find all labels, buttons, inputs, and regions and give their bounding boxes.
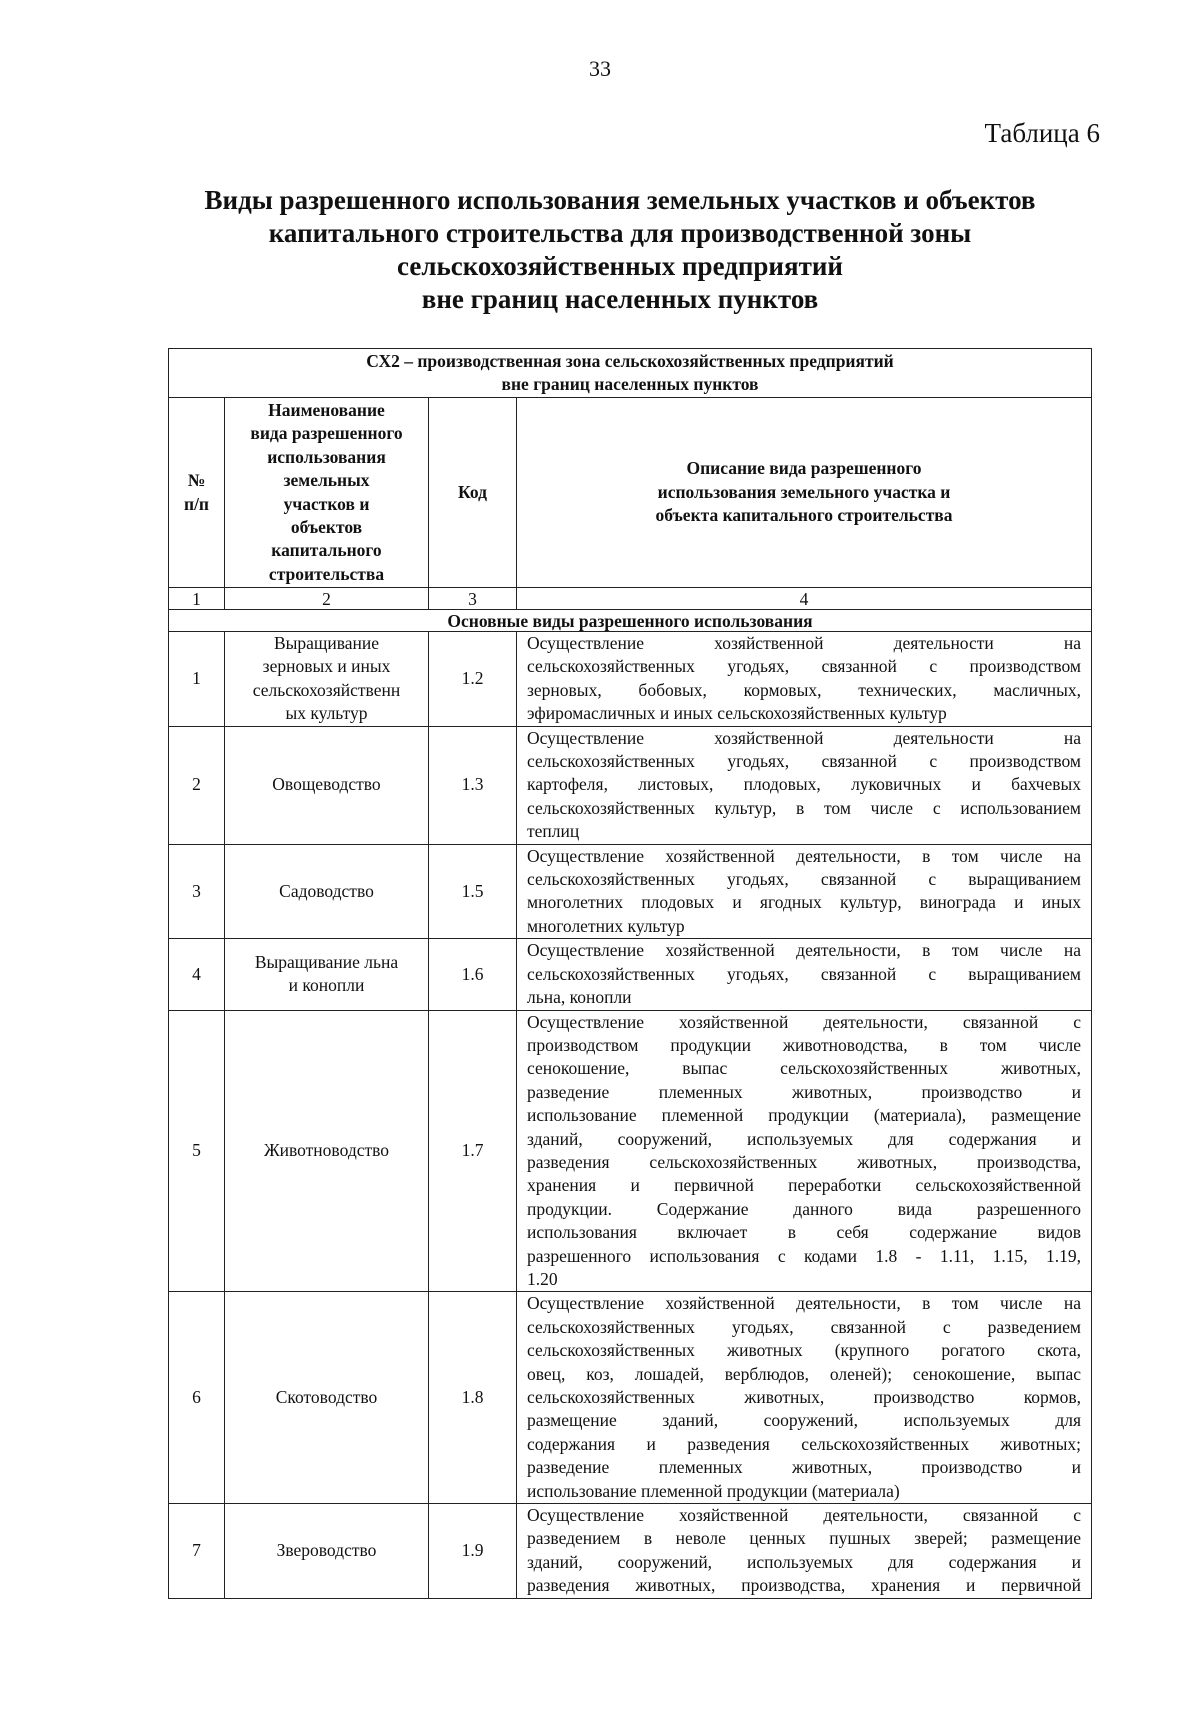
header-name <box>225 398 429 588</box>
use-type-name <box>225 1292 429 1504</box>
table-row <box>169 844 1092 939</box>
description-line: многолетних плодовых и ягодных культур, винограда и иных <box>527 892 1082 913</box>
table-row <box>169 1292 1092 1504</box>
description-line: эфиромасличных и иных сельскохозяйственных культур <box>527 703 947 724</box>
description-line: Осуществление хозяйственной деятельности, в том числе на <box>527 845 1082 866</box>
row-number: 1 <box>169 632 225 727</box>
use-type-name <box>225 1010 429 1292</box>
header-desc-line: использования земельного участка и <box>657 481 951 502</box>
title-line: Виды разрешенного использования земельных участков и объектов <box>204 185 1036 215</box>
row-number: 5 <box>169 1010 225 1292</box>
header-name-line: капитального <box>271 540 382 561</box>
description-line: разведение племенных животных, производство и <box>527 1457 1082 1478</box>
row-number: 6 <box>169 1292 225 1504</box>
description-line: сельскохозяйственных угодьях, связанной с выращиванием <box>527 963 1082 984</box>
header-name-line: использования <box>267 446 386 467</box>
use-type-code: 1.7 <box>429 1010 517 1292</box>
column-header-row <box>169 398 1092 588</box>
table-row <box>169 1010 1092 1292</box>
description-line: содержания и разведения сельскохозяйственных животных; <box>527 1433 1082 1454</box>
row-number: 2 <box>169 726 225 844</box>
table-row <box>169 726 1092 844</box>
use-type-description <box>517 939 1092 1010</box>
header-desc-line: Описание вида разрешенного <box>686 458 922 479</box>
table-row <box>169 1504 1092 1599</box>
use-type-name <box>225 844 429 939</box>
header-num-line: п/п <box>183 493 210 514</box>
use-type-description <box>517 1292 1092 1504</box>
header-name-line: участков и <box>283 493 370 514</box>
description-line: разведения животных, производства, хранения и первичной <box>527 1575 1082 1596</box>
description-line: производством продукции животноводства, в том числе <box>527 1034 1082 1055</box>
use-type-code: 1.9 <box>429 1504 517 1599</box>
description-line: использование племенной продукции (материала) <box>527 1480 900 1501</box>
row-number: 4 <box>169 939 225 1010</box>
use-type-description <box>517 844 1092 939</box>
column-number: 4 <box>517 588 1092 610</box>
description-line: Осуществление хозяйственной деятельности, связанной с <box>527 1011 1082 1032</box>
row-number: 7 <box>169 1504 225 1599</box>
description-line: Осуществление хозяйственной деятельности, связанной с <box>527 1505 1082 1526</box>
use-type-description <box>517 1504 1092 1599</box>
description-line: льна, конопли <box>527 987 632 1008</box>
description-line: Осуществление хозяйственной деятельности на <box>527 727 1082 748</box>
land-use-table <box>168 348 1092 1599</box>
description-line: использование племенной продукции (материала), размещение <box>527 1105 1082 1126</box>
use-type-description <box>517 726 1092 844</box>
title-line: вне границ населенных пунктов <box>421 284 819 314</box>
description-line: картофеля, листовых, плодовых, луковичных и бахчевых <box>527 774 1082 795</box>
use-type-code: 1.2 <box>429 632 517 727</box>
header-code: Код <box>429 398 517 588</box>
description-line: многолетних культур <box>527 915 685 936</box>
use-type-name-line: Овощеводство <box>272 774 381 795</box>
description-line: теплиц <box>527 821 580 842</box>
column-number-row <box>169 588 1092 610</box>
description-line: сельскохозяйственных животных (крупного рогатого скота, <box>527 1340 1082 1361</box>
header-name-line: объектов <box>290 516 363 537</box>
use-type-code: 1.5 <box>429 844 517 939</box>
description-line: зерновых, бобовых, кормовых, технических, масличных, <box>527 679 1082 700</box>
column-number: 2 <box>225 588 429 610</box>
description-line: сельскохозяйственных угодьях, связанной с производством <box>527 751 1082 772</box>
zone-header <box>169 349 1092 398</box>
use-type-name <box>225 726 429 844</box>
description-line: сельскохозяйственных угодьях, связанной с разведением <box>527 1316 1082 1337</box>
title-line: сельскохозяйственных предприятий <box>397 251 843 281</box>
use-type-name-line: Выращивание <box>273 633 380 653</box>
column-number: 1 <box>169 588 225 610</box>
use-type-name-line: ых культур <box>285 703 368 724</box>
description-line: Осуществление хозяйственной деятельности, в том числе на <box>527 1293 1082 1314</box>
description-line: зданий, сооружений, используемых для содержания и <box>527 1128 1082 1149</box>
use-type-code: 1.8 <box>429 1292 517 1504</box>
zone-header-line: СХ2 – производственная зона сельскохозяйственных предприятий <box>366 350 894 371</box>
table-row <box>169 632 1092 727</box>
description-line: Осуществление хозяйственной деятельности, в том числе на <box>527 940 1082 961</box>
description-line: Осуществление хозяйственной деятельности на <box>527 633 1082 653</box>
zone-header-row <box>169 349 1092 398</box>
description-line: разрешенного использования с кодами 1.8 - 1.11, 1.15, 1.19, <box>527 1245 1082 1266</box>
row-number: 3 <box>169 844 225 939</box>
use-type-name-line: зерновых и иных <box>262 656 391 677</box>
description-line: разведением в неволе ценных пушных зверей; размещение <box>527 1528 1082 1549</box>
use-type-name-line: Скотоводство <box>275 1387 378 1407</box>
use-type-name-line: Звероводство <box>276 1540 377 1561</box>
document-title <box>120 184 1120 316</box>
column-number: 3 <box>429 588 517 610</box>
use-type-name-line: сельскохозяйственн <box>252 679 401 700</box>
description-line: разведения сельскохозяйственных животных, производства, <box>527 1151 1082 1172</box>
section-row <box>169 610 1092 632</box>
section-title: Основные виды разрешенного использования <box>169 610 1092 632</box>
header-num-line: № <box>187 470 206 491</box>
table-row <box>169 939 1092 1010</box>
header-name-line: вида разрешенного <box>250 423 403 444</box>
description-line: использования включает в себя содержание видов <box>527 1222 1082 1243</box>
description-line: сельскохозяйственных культур, в том числе с использованием <box>527 797 1082 818</box>
description-line: сельскохозяйственных угодьях, связанной с производством <box>527 656 1082 677</box>
header-description <box>517 398 1092 588</box>
header-name-line: строительства <box>268 563 385 584</box>
description-line: продукции. Содержание данного вида разрешенного <box>527 1198 1082 1219</box>
table-label: Таблица 6 <box>984 118 1100 148</box>
use-type-description <box>517 1010 1092 1292</box>
description-line: овец, коз, лошадей, верблюдов, оленей); сенокошение, выпас <box>527 1363 1082 1384</box>
use-type-code: 1.3 <box>429 726 517 844</box>
description-line: сельскохозяйственных угодьях, связанной с выращиванием <box>527 869 1082 890</box>
description-line: сельскохозяйственных животных, производство кормов, <box>527 1387 1082 1407</box>
header-num <box>169 398 225 588</box>
use-type-name-line: Выращивание льна <box>254 951 399 972</box>
use-type-name <box>225 632 429 727</box>
description-line: разведение племенных животных, производство и <box>527 1081 1082 1102</box>
description-line: размещение зданий, сооружений, используемых для <box>527 1410 1082 1431</box>
description-line: хранения и первичной переработки сельскохозяйственной <box>527 1175 1082 1196</box>
description-line: 1.20 <box>527 1268 558 1289</box>
header-name-line: земельных <box>283 470 370 491</box>
description-line: сенокошение, выпас сельскохозяйственных животных, <box>527 1058 1082 1079</box>
use-type-name-line: Садоводство <box>279 880 374 901</box>
zone-header-line: вне границ населенных пунктов <box>501 374 759 394</box>
header-name-line: Наименование <box>268 399 385 420</box>
use-type-code: 1.6 <box>429 939 517 1010</box>
use-type-name <box>225 939 429 1010</box>
use-type-description <box>517 632 1092 727</box>
use-type-name-line: и конопли <box>288 975 365 996</box>
title-line: капитального строительства для производственной зоны <box>268 218 972 248</box>
use-type-name <box>225 1504 429 1599</box>
use-type-name-line: Животноводство <box>263 1140 390 1161</box>
header-desc-line: объекта капитального строительства <box>655 505 953 526</box>
description-line: зданий, сооружений, используемых для содержания и <box>527 1551 1082 1572</box>
page-number: 33 <box>589 56 611 81</box>
